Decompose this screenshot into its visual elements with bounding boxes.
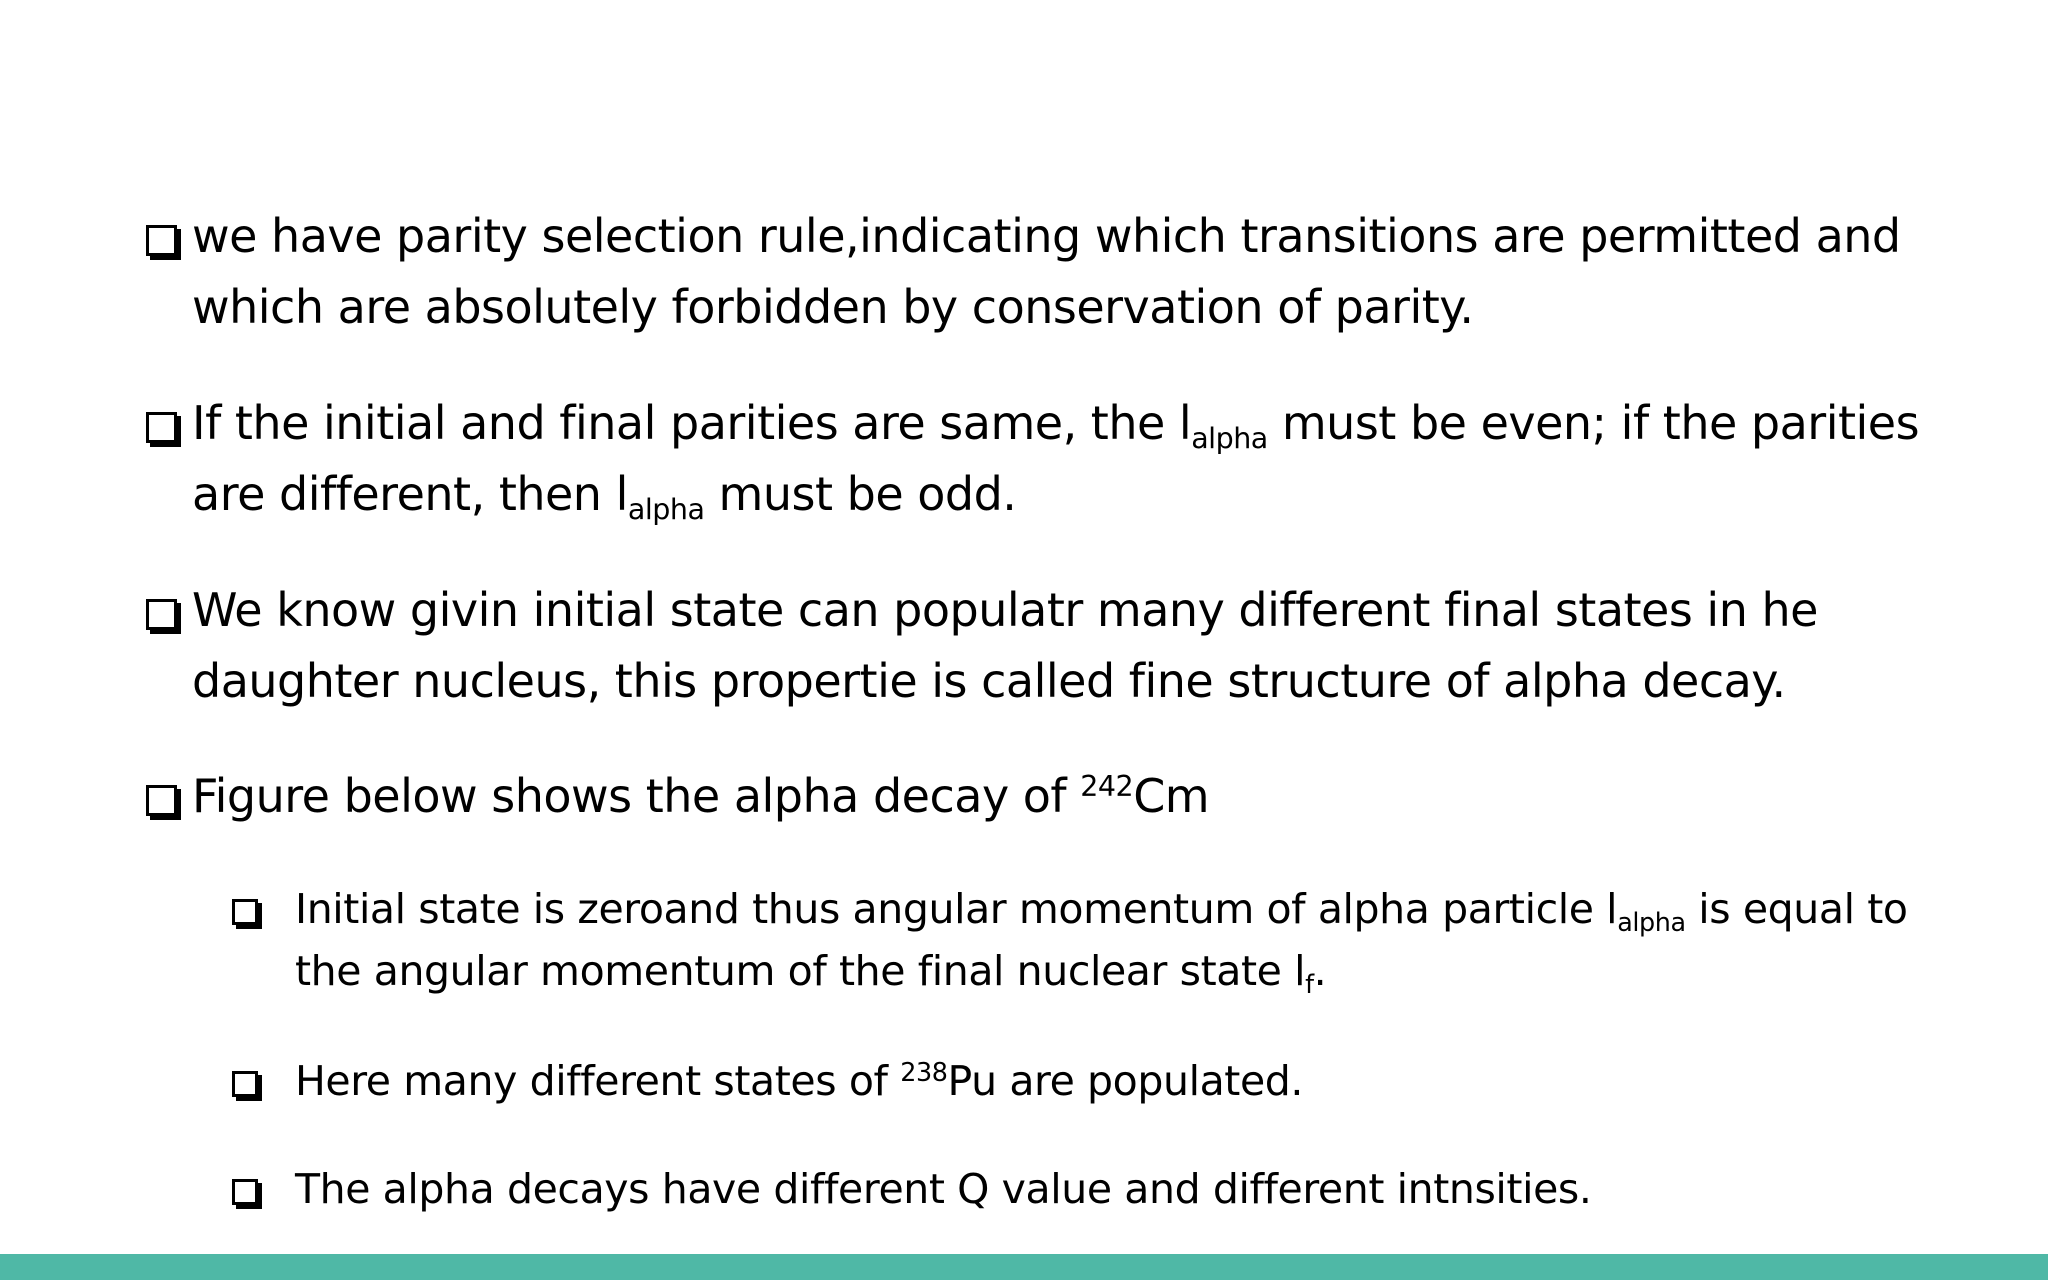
sub-bullet-text: Here many different states of $^{238}$Pu are populated. xyxy=(295,1057,1304,1105)
sub-bullet-pu-states xyxy=(224,1050,1944,1112)
bullet-text: We know givin initial state can populatr many different final states in he daughter nucleus, this propertie is called fine structure of alpha decay. xyxy=(192,583,1818,708)
sub-bullet-initial-state xyxy=(224,878,1944,1002)
bullet-text: Figure below shows the alpha decay of $^{242}$Cm xyxy=(192,769,1210,823)
sub-bullet-text: Initial state is zeroand thus angular momentum of alpha particle $l_{alpha}$ is equal to the angular momentum of the final nuclear state $l_f$. xyxy=(295,885,1908,999)
bullet-parity-same-different xyxy=(144,388,1944,530)
bullet-figure-cm-decay xyxy=(144,761,1944,832)
bullet-text: we have parity selection rule,indicating which transitions are permitted and which are absolutely forbidden by conservation of parity. xyxy=(192,209,1901,334)
bullet-parity-selection-rule xyxy=(144,201,1944,343)
sub-bullet-text: The alpha decays have different Q value and different intnsities. xyxy=(295,1165,1592,1213)
footer-bar xyxy=(0,1254,2048,1280)
bullet-fine-structure xyxy=(144,575,1944,717)
sub-bullet-q-values xyxy=(224,1158,1944,1220)
bullet-text: If the initial and final parities are same, the $l_{alpha}$ must be even; if the parities are different, then $l_{alpha}$ must be odd. xyxy=(192,396,1920,526)
